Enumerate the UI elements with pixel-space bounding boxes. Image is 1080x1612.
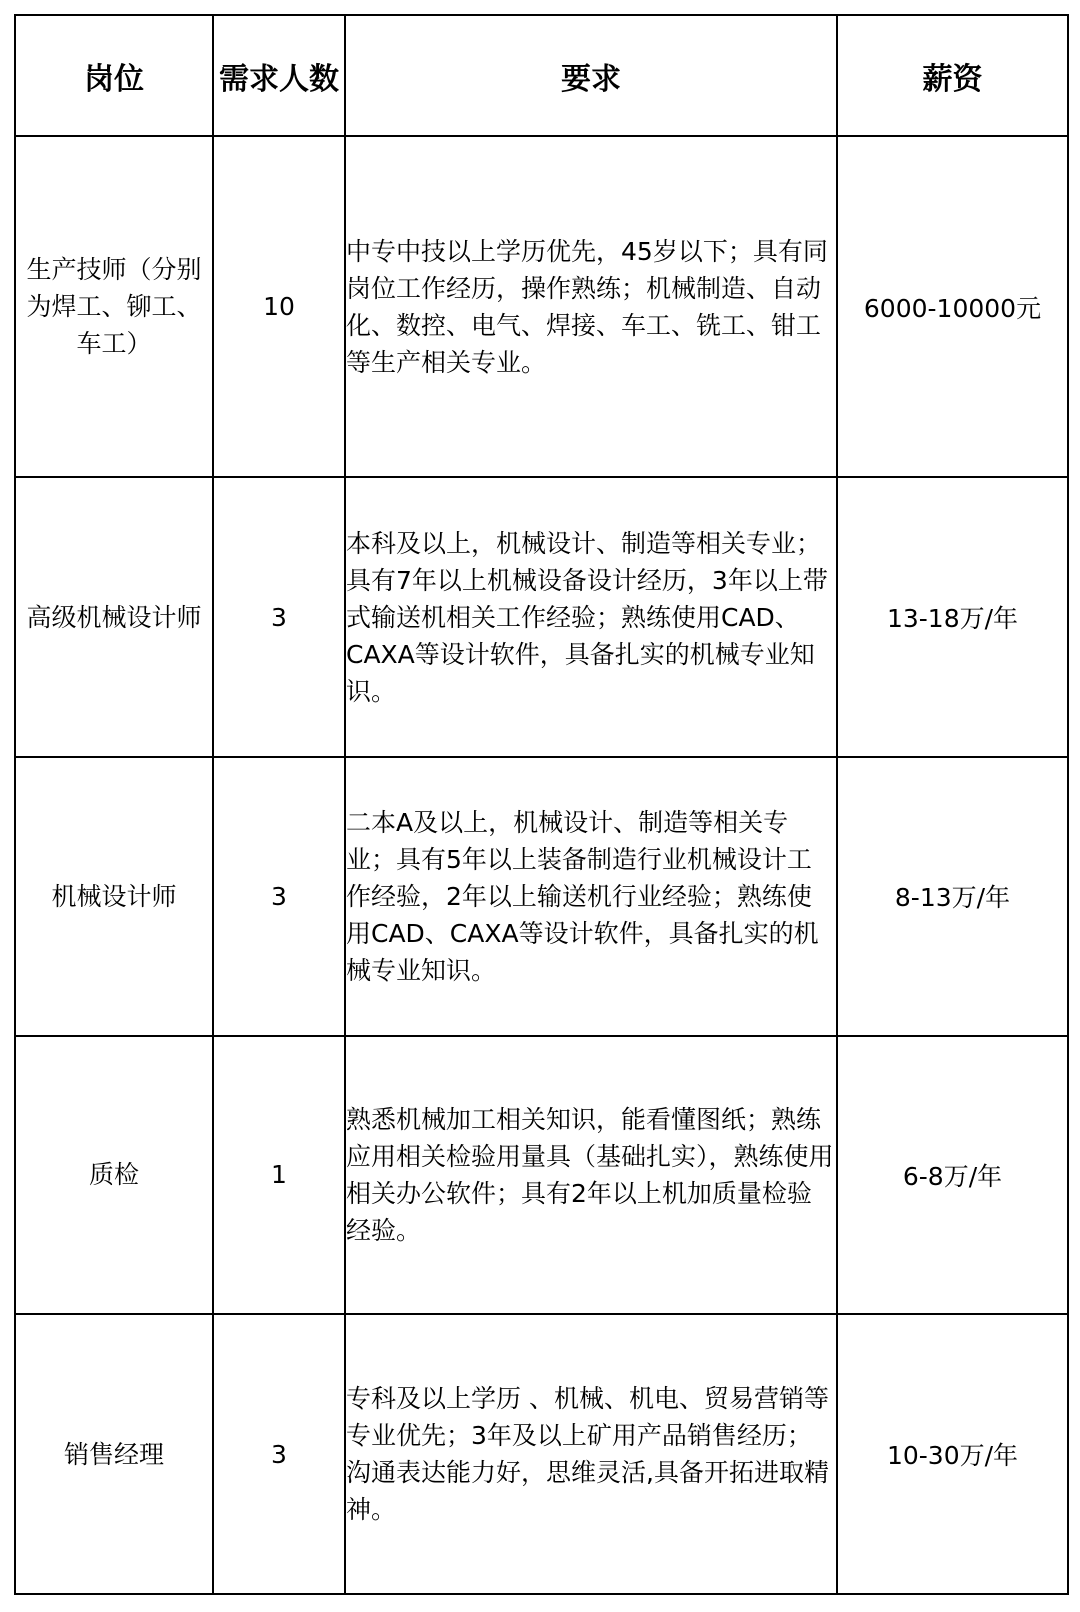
cell-count: 3	[213, 1314, 345, 1594]
cell-position: 销售经理	[15, 1314, 213, 1594]
cell-requirements: 二本A及以上，机械设计、制造等相关专业；具有5年以上装备制造行业机械设计工作经验，2年以上输送机行业经验；熟练使用CAD、CAXA等设计软件，具备扎实的机械专业知识。	[345, 757, 837, 1036]
cell-position: 生产技师（分别为焊工、铆工、车工）	[15, 136, 213, 477]
cell-requirements: 专科及以上学历 、机械、机电、贸易营销等专业优先；3年及以上矿用产品销售经历；沟通表达能力好，思维灵活,具备开拓进取精神。	[345, 1314, 837, 1594]
cell-requirements: 中专中技以上学历优先，45岁以下；具有同岗位工作经历，操作熟练；机械制造、自动化、数控、电气、焊接、车工、铣工、钳工等生产相关专业。	[345, 136, 837, 477]
cell-position: 机械设计师	[15, 757, 213, 1036]
table-body	[15, 136, 1068, 1594]
cell-salary: 10-30万/年	[837, 1314, 1068, 1594]
table-row	[15, 757, 1068, 1036]
cell-salary: 6-8万/年	[837, 1036, 1068, 1315]
header-salary: 薪资	[837, 15, 1068, 136]
table-row	[15, 477, 1068, 757]
header-position: 岗位	[15, 15, 213, 136]
cell-count: 1	[213, 1036, 345, 1315]
cell-count: 3	[213, 757, 345, 1036]
cell-salary: 13-18万/年	[837, 477, 1068, 757]
table-row	[15, 1036, 1068, 1315]
header-count: 需求人数	[213, 15, 345, 136]
cell-position: 高级机械设计师	[15, 477, 213, 757]
header-requirements: 要求	[345, 15, 837, 136]
table-row	[15, 136, 1068, 477]
cell-salary: 6000-10000元	[837, 136, 1068, 477]
job-openings-table	[14, 14, 1069, 1595]
cell-count: 3	[213, 477, 345, 757]
cell-requirements: 熟悉机械加工相关知识，能看懂图纸；熟练应用相关检验用量具（基础扎实），熟练使用相关办公软件；具有2年以上机加质量检验经验。	[345, 1036, 837, 1315]
table-row	[15, 1314, 1068, 1594]
cell-count: 10	[213, 136, 345, 477]
cell-requirements: 本科及以上，机械设计、制造等相关专业；具有7年以上机械设备设计经历，3年以上带式输送机相关工作经验；熟练使用CAD、CAXA等设计软件，具备扎实的机械专业知识。	[345, 477, 837, 757]
cell-salary: 8-13万/年	[837, 757, 1068, 1036]
table-header	[15, 15, 1068, 136]
cell-position: 质检	[15, 1036, 213, 1315]
header-row	[15, 15, 1068, 136]
